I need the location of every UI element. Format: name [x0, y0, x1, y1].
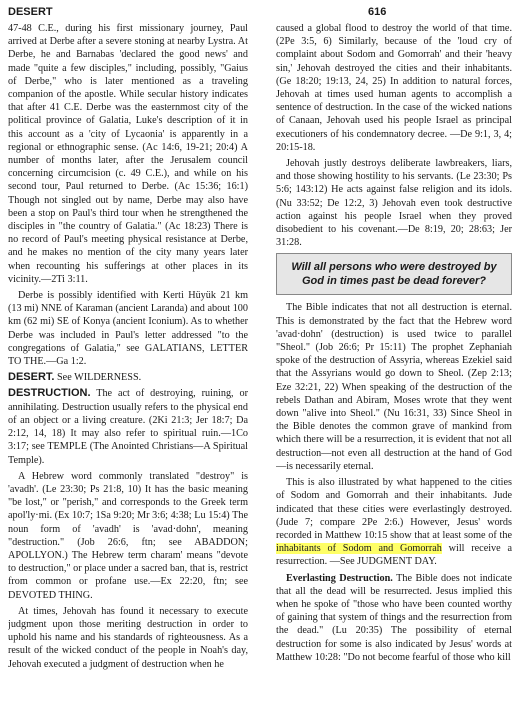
paragraph — [276, 572, 512, 664]
highlighted-text: inhabitants of Sodom and Gomorrah — [276, 543, 442, 555]
entry-heading: DESERT. — [8, 371, 55, 384]
running-header — [8, 4, 512, 20]
paragraph: A Hebrew word commonly translated "destroy" is 'avadh'. (Le 23:30; Ps 21:8, 10) It has the basic meaning "be lost," or "perish," and corresponds to the Greek term apol'ly·mi. (Ex 10:7; 1Sa 9:20; Mr 3:6; 4:38; Lu 15:4) The noun form of 'avadh' is 'avad·dohn', meaning "destruction." (Job 26:6, ftn; see ABADDON; APOLLYON.) The Hebrew term charam' means "devote to destruction," or place under a sacred ban, that is, restrict from common or profane use.—Ex 22:20, ftn; see DEVOTED THING. — [8, 470, 248, 601]
text-run: The Bible does not indicate that all the dead will be resurrected. Jesus implied this when he spoke of "those who have been counted worthy of gaining that system of things and the resurrection from the dead." (Lu 20:35) The possibility of eternal destruction for some is also indicated by Jesus' words at Matthew 10:28: "Do not become fearful of those who kill — [276, 572, 512, 663]
paragraph: 47-48 C.E., during his first missionary journey, Paul arrived at Derbe after a severe stoning at nearby Lystra. At Derbe, he and Barnabas 'declared the good news' and made "quite a few disciples," including, possibly, "Gaius of Derbe," who is later mentioned as a traveling companion of the apostle. While secular history indicates that after 41 C.E. Derbe was the easternmost city of the political province of Galatia, Luke's description of it in this account as a 'city of Lycaonia' is apparently in a regional or ethnographic sense. (Ac 14:6, 19-21; 20:4) A number of months later, after the Jerusalem council concerning circumcision (c. 49 C.E.), and while on his second tour, Paul returned to Derbe. (Ac 15:36; 16:1) Though not singled out by name, Derbe may also have been a stop on Paul's third tour when he strengthened the disciples in "the country of Galatia." (Ac 18:23) There is no record of Paul's meeting physical resistance at Derbe, and he makes no mention of the city many years later when recounting his sufferings at other places in its vicinity.—2Ti 3:11. — [8, 23, 248, 285]
entry-destruction — [8, 387, 248, 466]
entry-text: See WILDERNESS. — [57, 372, 142, 384]
entry-text: The act of destroying, ruining, or annihilating. Destruction usually refers to the physical end of an object or a living creature. (2Ki 21:3; Jer 18:7; Da 2:12, 14, 18) It may also refer to spiritual ruin.—1Co 3:17; see TEMPLE (The Anointed Christians—A Spiritual Temple). — [8, 388, 248, 466]
paragraph — [276, 476, 512, 568]
paragraph: At times, Jehovah has found it necessary to execute judgment upon those meriting destruction in order to uphold his name and his standards of righteousness. As a result of the wicked conduct of the people in Noah's day, Jehovah executed a judgment of destruction when he — [8, 605, 248, 670]
subheading: Everlasting Destruction. — [286, 572, 393, 584]
header-title: DESERT — [8, 6, 53, 18]
paragraph: The Bible indicates that not all destruction is eternal. This is demonstrated by the fact that the Hebrew word 'avad·dohn' (destruction) is used twice to parallel "Sheol." (Job 26:6; Pr 15:11) The prophet Zephaniah spoke of the destruction of Assyria, whereas Ezekiel said that the Assyrians would go down to Sheol. (Zep 2:13; Eze 32:21, 22) When speaking of the destruction of the rebels Dathan and Abiram, Moses wrote that they went down "alive into Sheol." (Nu 16:31, 33) Since Sheol in the Bible denotes the common grave of mankind from which there will be a resurrection, it is evident that not all destruction—not even all destruction at the hand of God—is necessarily eternal. — [276, 302, 512, 472]
entry-heading: DESTRUCTION. — [8, 387, 91, 400]
question-box: Will all persons who were destroyed by God in times past be dead forever? — [276, 253, 512, 295]
paragraph: Derbe is possibly identified with Kerti Hüyük 21 km (13 mi) NNE of Karaman (ancient Laranda) and about 100 km (62 mi) SE of Konya (ancient Iconium). As to whether Derbe was included in Paul's letter addressed "to the congregations of Galatia," see GALATIANS, LETTER TO THE.—Ga 1:2. — [8, 290, 248, 368]
left-column — [8, 22, 248, 722]
page-number: 616 — [368, 6, 387, 18]
right-column — [276, 22, 512, 722]
entry-desert — [8, 371, 248, 384]
text-run: will receive a resurrection. —See JUDGMENT DAY. — [276, 543, 512, 568]
text-run: This is also illustrated by what happened to the cities of Sodom and Gomorrah and their inhabitants. Jude indicated that these cities were everlastingly destroyed. (Jude 7; compare 2Pe 2:6.) However, Jesus' words recorded in Matthew 10:15 show that at least some of the — [276, 477, 512, 541]
paragraph: caused a global flood to destroy the world of that time. (2Pe 3:5, 6) Similarly, because of the 'loud cry of complaint about Sodom and Gomorrah' and their 'heavy sin,' Jehovah destroyed the cities and their inhabitants. (Ge 18:20; 19:13, 24, 25) In addition to natural forces, Jehovah at times used human agents to accomplish a sentence of destruction. In the case of the wicked nations of Canaan, Jehovah used his people Israel as principal executioners of his condemnatory decree. —De 9:1, 3, 4; 20:15-18. — [276, 23, 512, 153]
paragraph: Jehovah justly destroys deliberate lawbreakers, liars, and those showing hostility to his servants. (Le 23:30; Ps 5:6; 143:12) He acts against false religion and its idols. (Nu 33:52; De 12:2, 3) Jehovah even took destructive action against his people Israel when they proved disobedient to his covenant.—De 8:19, 20; 28:63; Jer 31:28. — [276, 158, 512, 249]
